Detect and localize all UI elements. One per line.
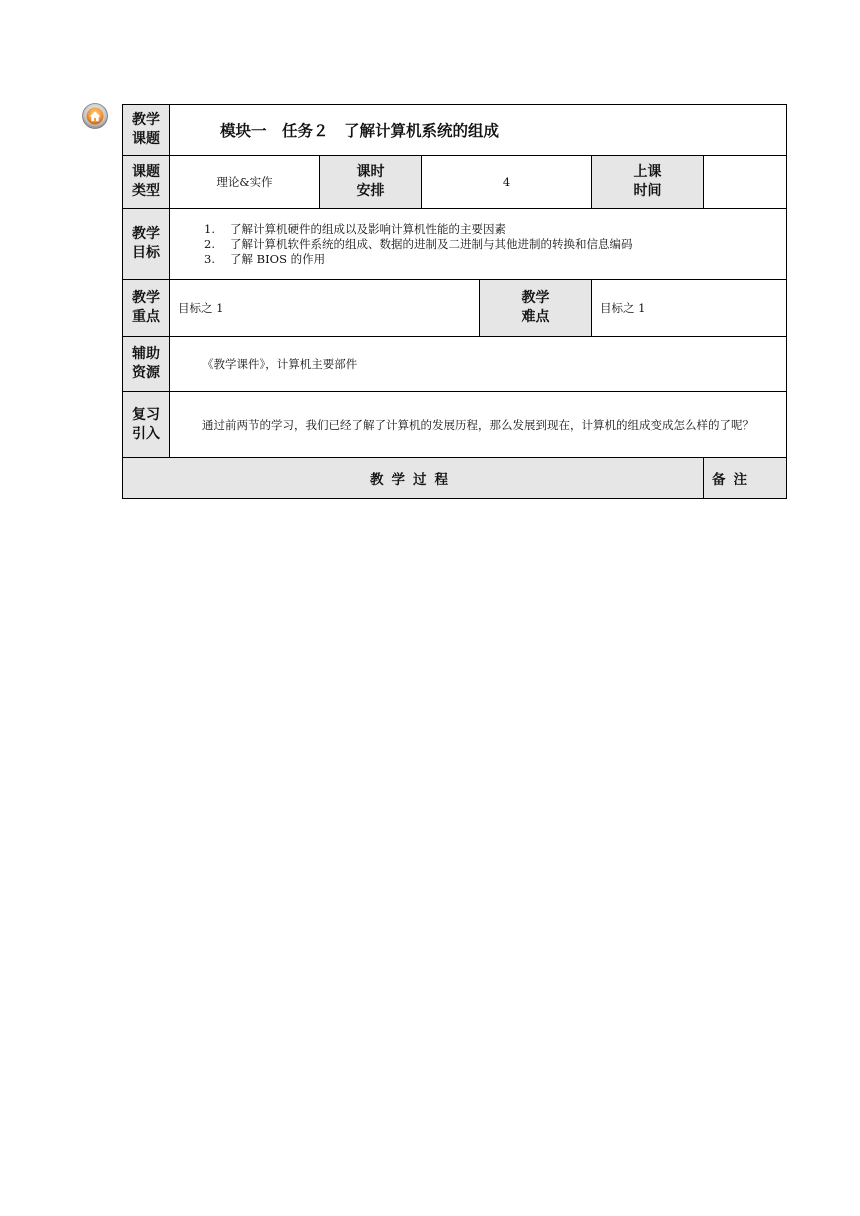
review-value: 通过前两节的学习，我们已经了解了计算机的发展历程，那么发展到现在，计算机的组成变成怎么样的了呢？ [170,392,787,458]
hours-value: 4 [422,156,592,209]
type-row [123,156,787,209]
goals-list [170,209,787,280]
key-points-label: 教学 重点 [123,280,170,337]
class-time-value [704,156,787,209]
goal-item [204,252,778,267]
type-label: 课题 类型 [123,156,170,209]
goal-text: 了解计算机硬件的组成以及影响计算机性能的主要因素 [230,221,506,236]
goal-item [204,237,778,252]
goal-number: 2. [204,236,215,251]
resources-row [123,337,787,392]
goal-text: 了解计算机软件系统的组成、数据的进制及二进制与其他进制的转换和信息编码 [230,236,633,251]
process-label: 教学过程 [123,458,704,499]
goals-label: 教学 目标 [123,209,170,280]
key-points-row [123,280,787,337]
goal-text: 了解 BIOS 的作用 [230,251,326,266]
topic-row [123,105,787,156]
review-row [123,392,787,458]
lesson-plan-table [122,104,787,499]
resources-value: 《教学课件》，计算机主要部件 [170,337,787,392]
goal-item [204,222,778,237]
topic-value: 模块一 任务２ 了解计算机系统的组成 [170,105,787,156]
key-points-value: 目标之 1 [170,280,480,337]
difficulties-value: 目标之 1 [592,280,787,337]
type-value: 理论&实作 [170,156,320,209]
review-label: 复习 引入 [123,392,170,458]
resources-label: 辅助 资源 [123,337,170,392]
notes-label: 备注 [704,458,787,499]
class-time-label: 上课 时间 [592,156,704,209]
difficulties-label: 教学 难点 [480,280,592,337]
goal-number: 1. [204,221,215,236]
goal-number: 3. [204,251,215,266]
goals-row [123,209,787,280]
topic-label: 教学 课题 [123,105,170,156]
process-header-row [123,458,787,499]
hours-label: 课时 安排 [320,156,422,209]
home-icon [82,103,108,129]
